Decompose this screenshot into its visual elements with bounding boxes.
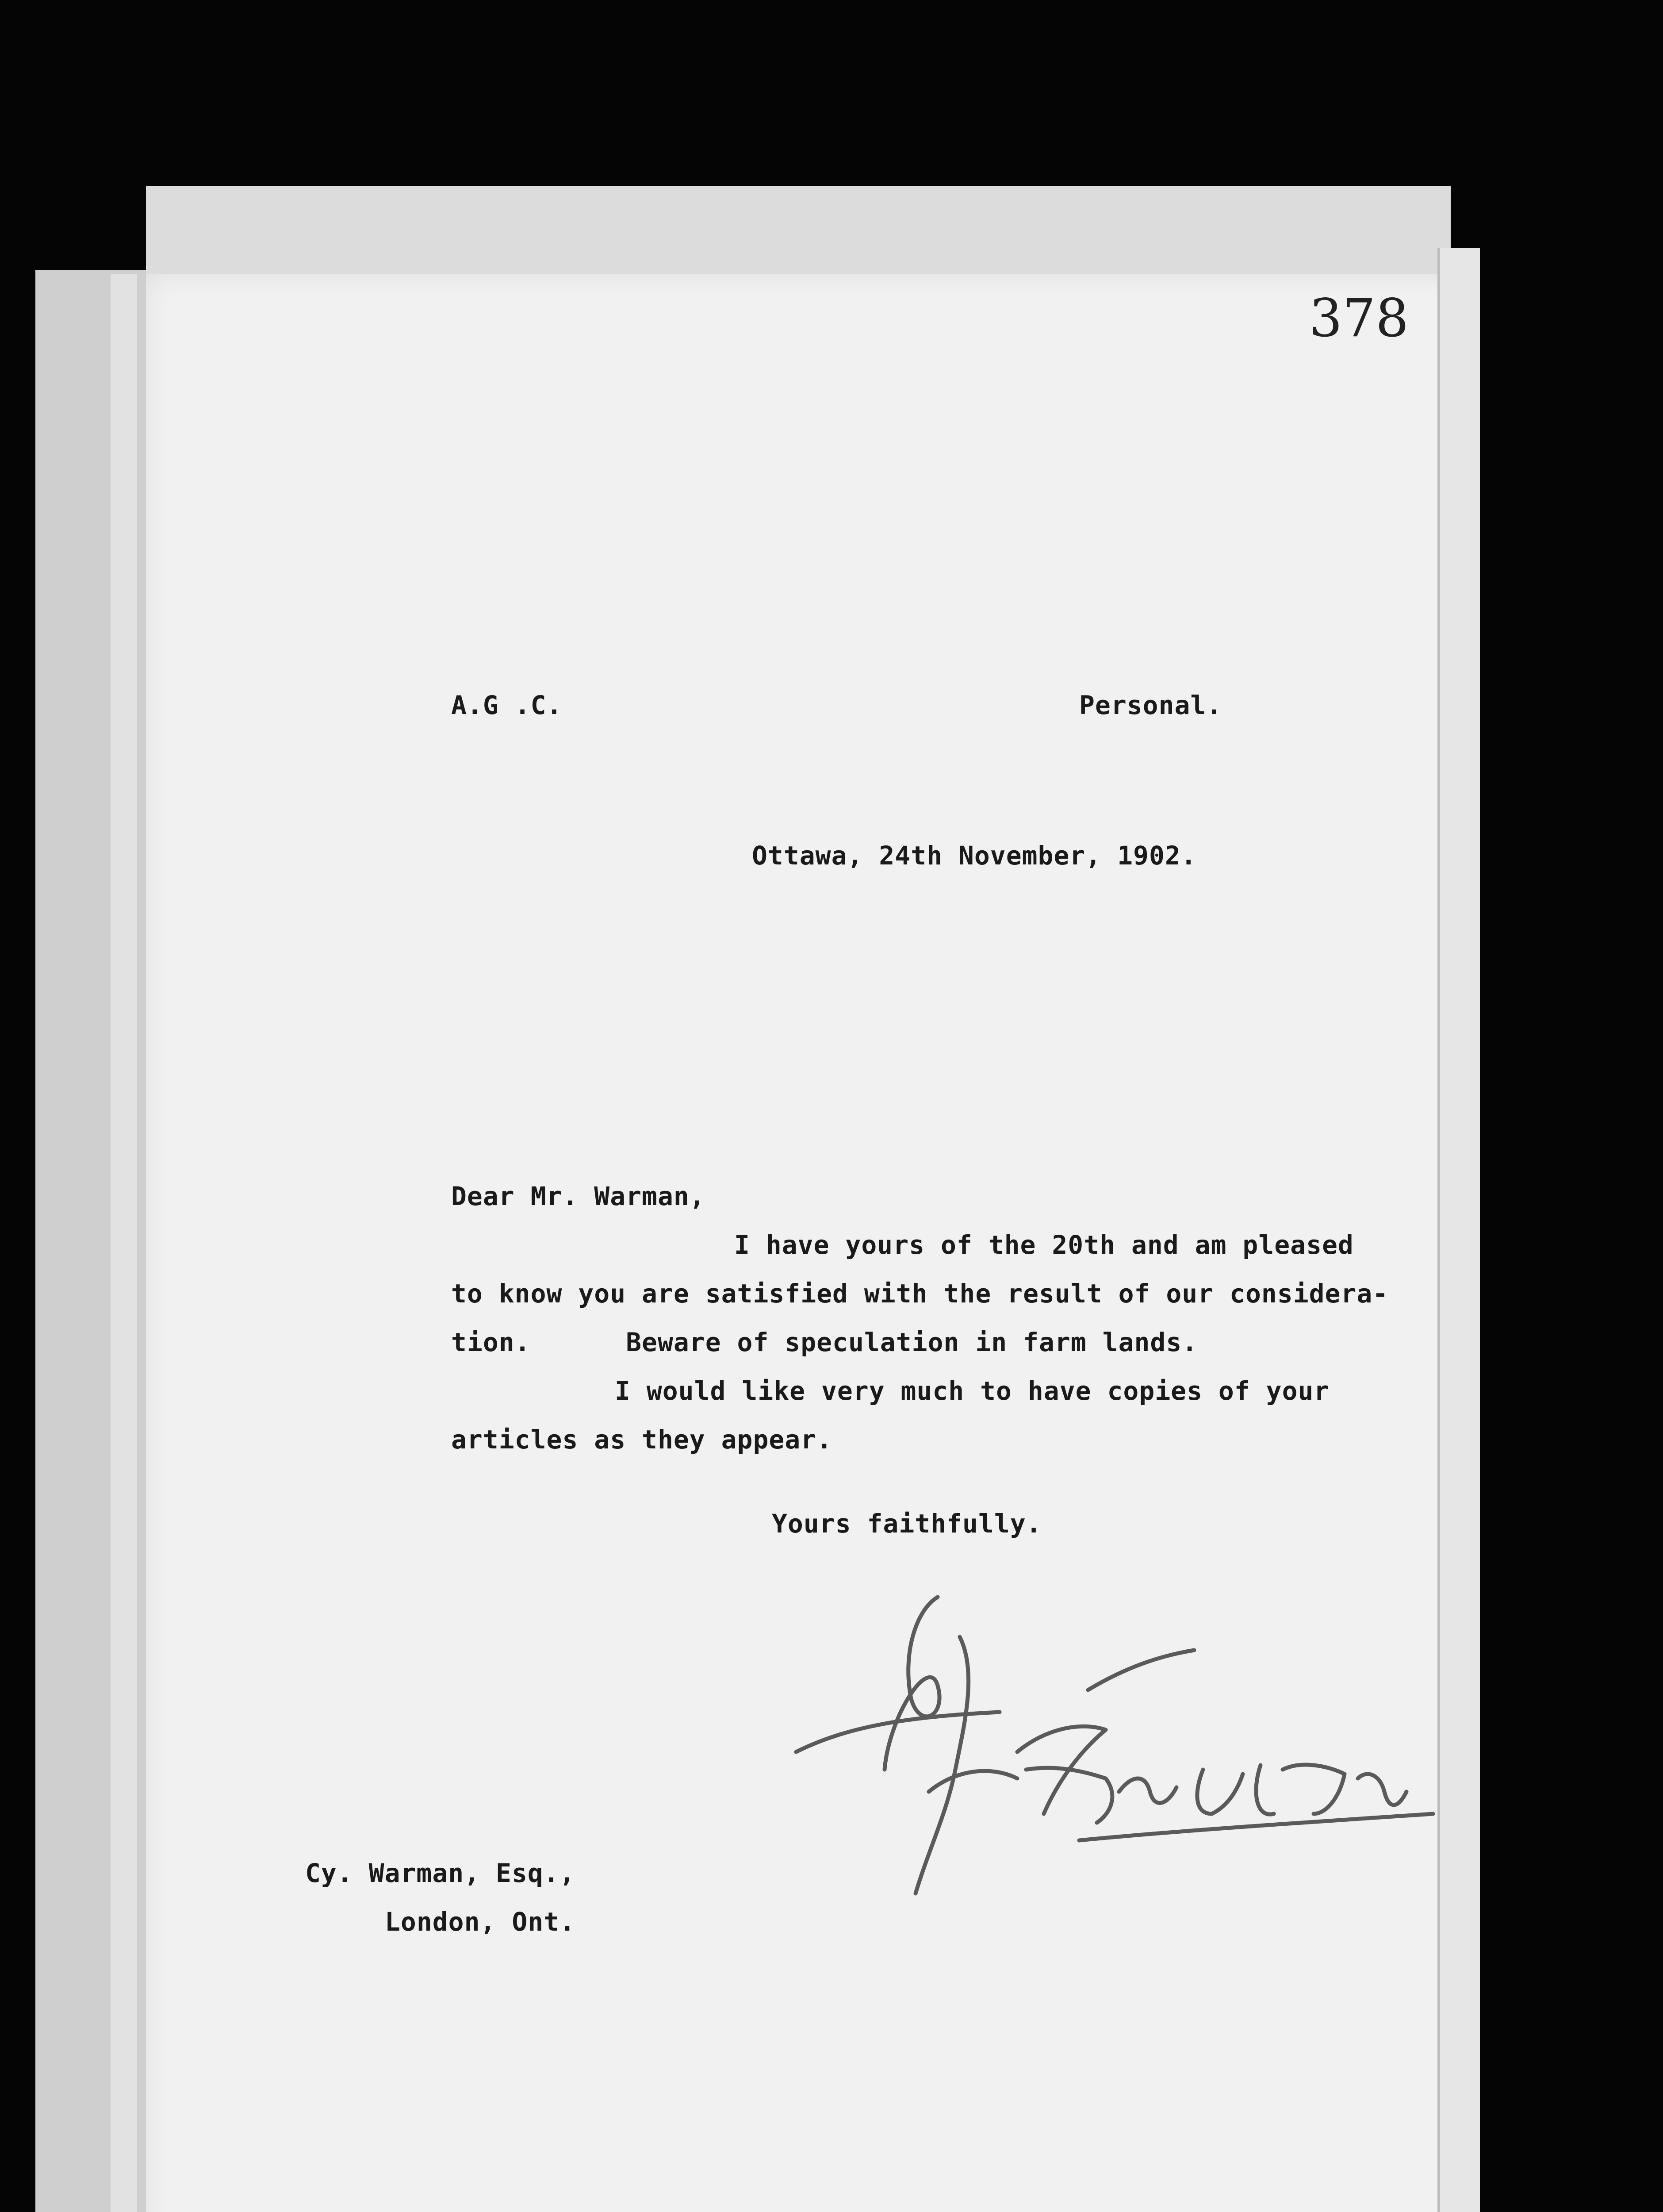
recipient-name: Cy. Warman, Esq., <box>305 1858 575 1888</box>
classification-label: Personal. <box>1079 690 1222 720</box>
salutation: Dear Mr. Warman, <box>451 1181 705 1211</box>
place-and-date: Ottawa, 24th November, 1902. <box>752 841 1197 871</box>
body-line: articles as they appear. <box>451 1425 833 1455</box>
reference-code: A.G .C. <box>451 690 563 720</box>
body-line: I have yours of the 20th and am pleased <box>734 1230 1354 1260</box>
body-line: to know you are satisfied with the result of our considera- <box>451 1279 1389 1309</box>
page-number: 378 <box>1309 288 1409 349</box>
recipient-address: London, Ont. <box>385 1907 576 1937</box>
body-line: tion. Beware of speculation in farm lands. <box>451 1327 1198 1357</box>
body-line: I would like very much to have copies of your <box>615 1376 1330 1406</box>
handwritten-signature <box>770 1584 1460 1920</box>
closing: Yours faithfully. <box>772 1509 1042 1539</box>
page-edge-strip <box>111 274 137 2212</box>
